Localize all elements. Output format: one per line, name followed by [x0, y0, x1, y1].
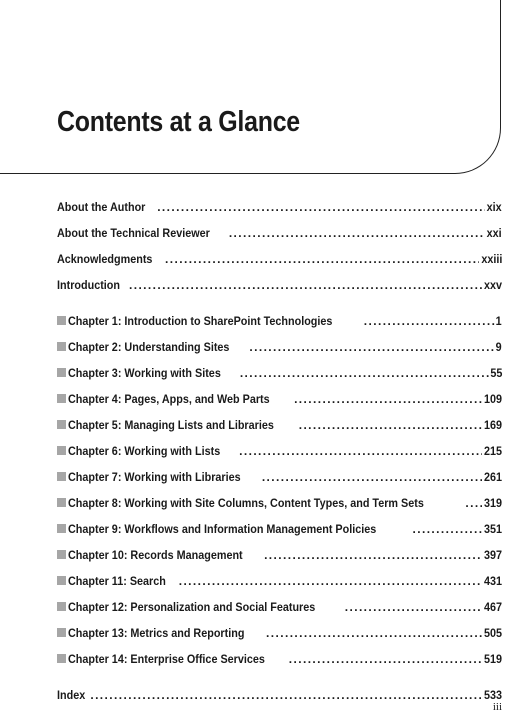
toc-entry-page: 169: [483, 418, 502, 432]
page-number: iii: [492, 701, 502, 713]
toc-entry-label: Chapter 14: Enterprise Office Services: [68, 652, 265, 666]
gray-square-bullet-icon: [57, 628, 66, 637]
gray-square-bullet-icon: [57, 446, 66, 455]
toc-entry-label: Introduction: [57, 278, 120, 292]
toc-entry-label: Chapter 8: Working with Site Columns, Content Types, and Term Sets: [68, 496, 424, 510]
dot-leader: [127, 278, 482, 292]
gray-square-bullet-icon: [57, 316, 66, 325]
toc-entry-page: 319: [483, 496, 502, 510]
toc-entry-label: Chapter 2: Understanding Sites: [68, 340, 230, 354]
toc-entry-chapter-2[interactable]: [57, 340, 502, 366]
toc-entry-chapter-14[interactable]: [57, 652, 502, 678]
toc-entry-label: Chapter 12: Personalization and Social Features: [68, 600, 316, 614]
toc-entry-page: 505: [483, 626, 502, 640]
toc-entry-label: About the Author: [57, 200, 146, 214]
dot-leader: [155, 200, 485, 214]
toc-entry-label: Index: [57, 688, 86, 702]
toc-entry-page: 55: [489, 366, 502, 380]
dot-leader: [227, 226, 485, 240]
gray-square-bullet-icon: [57, 524, 66, 533]
toc-entry-page: 519: [483, 652, 502, 666]
toc-entry-chapter-1[interactable]: [57, 314, 502, 340]
toc-entry-label: Chapter 4: Pages, Apps, and Web Parts: [68, 392, 270, 406]
dot-leader: [260, 470, 482, 484]
toc-entry-page: 351: [483, 522, 502, 536]
toc-entry-chapter-9[interactable]: [57, 522, 502, 548]
toc-entry-page: 109: [483, 392, 502, 406]
gray-square-bullet-icon: [57, 472, 66, 481]
toc-entry-chapter-5[interactable]: [57, 418, 502, 444]
toc-entry-technical-reviewer[interactable]: [57, 226, 502, 252]
dot-leader: [463, 496, 482, 510]
toc-entry-page: 533: [483, 688, 502, 702]
toc-entry-label: Chapter 7: Working with Libraries: [68, 470, 241, 484]
toc-entry-page: 9: [495, 340, 502, 354]
dot-leader: [247, 340, 495, 354]
dot-leader: [262, 548, 482, 562]
dot-leader: [343, 600, 482, 614]
toc-entry-introduction[interactable]: [57, 278, 502, 304]
toc-entry-page: xxiii: [480, 252, 502, 266]
toc-entry-chapter-7[interactable]: [57, 470, 502, 496]
toc-entry-label: Chapter 11: Search: [68, 574, 166, 588]
table-of-contents: [57, 200, 502, 714]
gray-square-bullet-icon: [57, 550, 66, 559]
toc-entry-label: Chapter 5: Managing Lists and Libraries: [68, 418, 274, 432]
dot-leader: [237, 444, 482, 458]
toc-entry-label: About the Technical Reviewer: [57, 226, 210, 240]
page-title: Contents at a Glance: [57, 106, 300, 138]
toc-entry-label: Acknowledgments: [57, 252, 153, 266]
gray-square-bullet-icon: [57, 498, 66, 507]
header-frame: [0, 0, 501, 174]
gray-square-bullet-icon: [57, 368, 66, 377]
dot-leader: [411, 522, 482, 536]
toc-entry-chapter-11[interactable]: [57, 574, 502, 600]
toc-entry-page: 397: [483, 548, 502, 562]
dot-leader: [264, 626, 482, 640]
gray-square-bullet-icon: [57, 342, 66, 351]
dot-leader: [177, 574, 482, 588]
gray-square-bullet-icon: [57, 420, 66, 429]
toc-entry-page: 1: [495, 314, 502, 328]
toc-entry-page: 215: [483, 444, 502, 458]
toc-entry-chapter-12[interactable]: [57, 600, 502, 626]
toc-entry-page: xix: [486, 200, 502, 214]
toc-entry-chapter-3[interactable]: [57, 366, 502, 392]
toc-entry-chapter-10[interactable]: [57, 548, 502, 574]
toc-entry-chapter-8[interactable]: [57, 496, 502, 522]
dot-leader: [292, 392, 482, 406]
toc-entry-page: xxi: [486, 226, 502, 240]
toc-entry-page: 261: [483, 470, 502, 484]
toc-entry-chapter-13[interactable]: [57, 626, 502, 652]
toc-entry-label: Chapter 6: Working with Lists: [68, 444, 221, 458]
dot-leader: [163, 252, 479, 266]
toc-entry-page: xxv: [483, 278, 502, 292]
toc-entry-label: Chapter 10: Records Management: [68, 548, 243, 562]
toc-entry-label: Chapter 1: Introduction to SharePoint Technologies: [68, 314, 333, 328]
dot-leader: [238, 366, 489, 380]
dot-leader: [297, 418, 482, 432]
toc-entry-page: 467: [483, 600, 502, 614]
toc-entry-chapter-6[interactable]: [57, 444, 502, 470]
toc-entry-acknowledgments[interactable]: [57, 252, 502, 278]
dot-leader: [362, 314, 496, 328]
toc-entry-label: Chapter 3: Working with Sites: [68, 366, 221, 380]
toc-entry-index[interactable]: [57, 688, 502, 714]
toc-entry-chapter-4[interactable]: [57, 392, 502, 418]
toc-entry-page: 431: [483, 574, 502, 588]
toc-entry-label: Chapter 9: Workflows and Information Management Policies: [68, 522, 377, 536]
dot-leader: [287, 652, 482, 666]
toc-entry-label: Chapter 13: Metrics and Reporting: [68, 626, 245, 640]
dot-leader: [88, 688, 482, 702]
gray-square-bullet-icon: [57, 654, 66, 663]
gray-square-bullet-icon: [57, 576, 66, 585]
gray-square-bullet-icon: [57, 602, 66, 611]
gray-square-bullet-icon: [57, 394, 66, 403]
toc-entry-about-author[interactable]: [57, 200, 502, 226]
